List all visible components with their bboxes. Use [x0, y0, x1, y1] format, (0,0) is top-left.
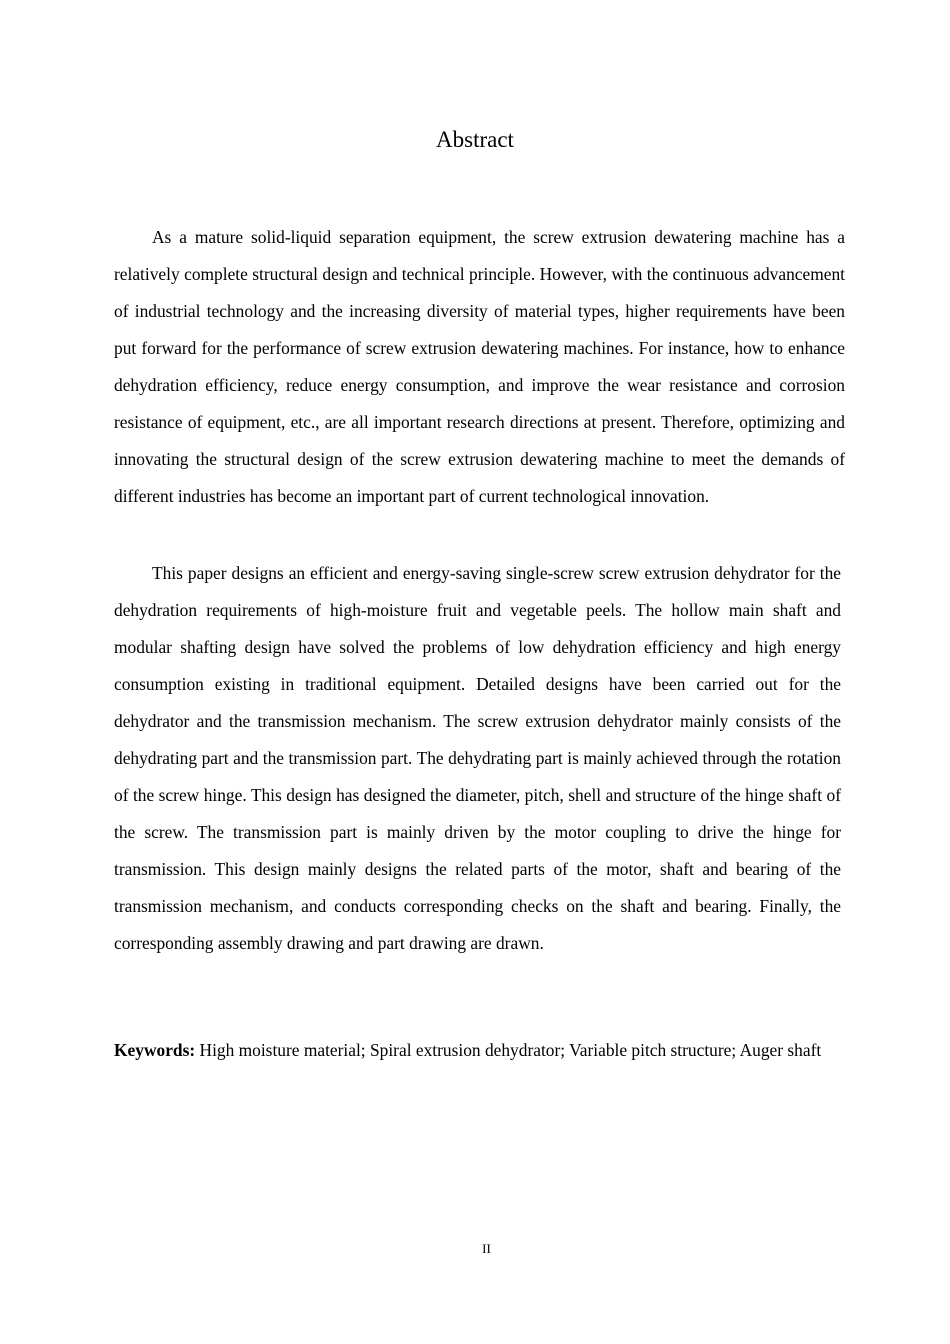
abstract-paragraph-1: As a mature solid-liquid separation equipment, the screw extrusion dewatering machine has a relatively complete structural design and technical principle. However, with the continuous advancement of industrial technology and the increasing diversity of material types, higher requirements have been put forward for the performance of screw extrusion dewatering machines. For instance, how to enhance dehydration efficiency, reduce energy consumption, and improve the wear resistance and corrosion resistance of equipment, etc., are all important research directions at present. Therefore, optimizing and innovating the structural design of the screw extrusion dewatering machine to meet the demands of different industries has become an important part of current technological innovation. — [114, 227, 845, 506]
page-number: II — [482, 1241, 491, 1256]
keywords-label: Keywords: — [114, 1040, 196, 1060]
keywords-line — [114, 1032, 841, 1068]
abstract-paragraph-2: This paper designs an efficient and energy-saving single-screw screw extrusion dehydrator for the dehydration requirements of high-moisture fruit and vegetable peels. The hollow main shaft and modular shafting design have solved the problems of low dehydration efficiency and high energy consumption existing in traditional equipment. Detailed designs have been carried out for the dehydrator and the transmission mechanism. The screw extrusion dehydrator mainly consists of the dehydrating part and the transmission part. The dehydrating part is mainly achieved through the rotation of the screw hinge. This design has designed the diameter, pitch, shell and structure of the hinge shaft of the screw. The transmission part is mainly driven by the motor coupling to drive the hinge for transmission. This design mainly designs the related parts of the motor, shaft and bearing of the transmission mechanism, and conducts corresponding checks on the shaft and bearing. Finally, the corresponding assembly drawing and part drawing are drawn. — [114, 563, 841, 953]
keywords-text: High moisture material; Spiral extrusion dehydrator; Variable pitch structure; Auger shaft — [195, 1040, 822, 1060]
abstract-title: Abstract — [436, 127, 514, 152]
